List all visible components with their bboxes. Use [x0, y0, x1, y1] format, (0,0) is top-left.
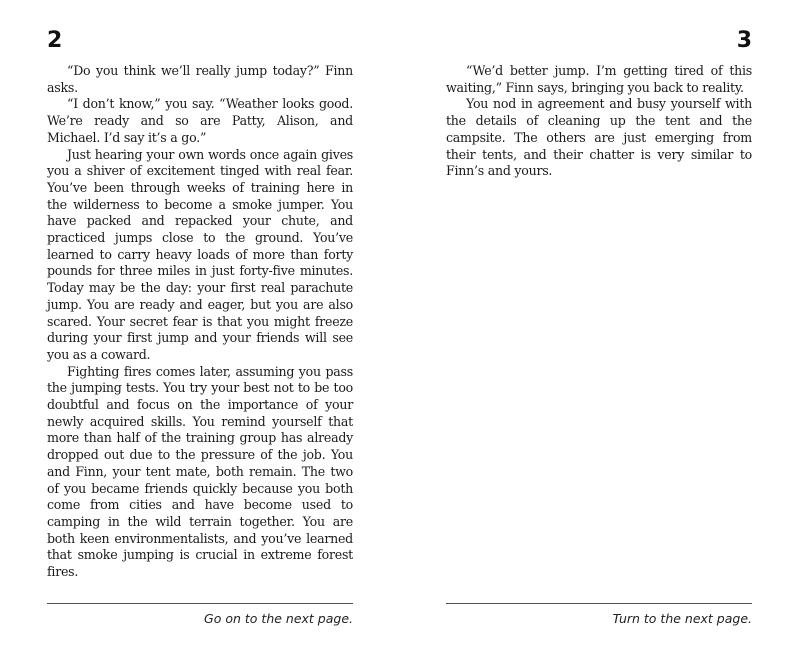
footer-note: Go on to the next page. [204, 611, 353, 626]
paragraph: Just hearing your own words once again gives you a shiver of excitement tinged with real fear. You’ve been through weeks of training here in the wilderness to become a smoke jumper. You have packed and repacked your chute, and practiced jumps close to the ground. You’ve learned to carry heavy loads of more than forty pounds for three miles in just forty-five minutes. Today may be the day: your first real parachute jump. You are ready and eager, but you are also scared. Your secret fear is that you might freeze during your first jump and your friends will see you as a coward. [47, 146, 353, 362]
paragraph: You nod in agreement and busy yourself with the details of cleaning up the tent and the campsite. The others are just emerging from their tents, and their chatter is very similar to Finn’s and yours. [446, 96, 752, 179]
page-number: 3 [736, 28, 752, 53]
paragraph: “I don’t know,” you say. “Weather looks good. We’re ready and so are Patty, Alison, and Michael. I’d say it’s a go.” [47, 96, 353, 145]
right-page [446, 0, 752, 657]
footer-divider [47, 603, 353, 604]
paragraph: Fighting fires comes later, assuming you pass the jumping tests. You try your best not to be too doubtful and focus on the importance of your newly acquired skills. You remind yourself that more than half of the training group has already dropped out due to the pressure of the job. You and Finn, your tent mate, both remain. The two of you became friends quickly because you both come from cities and have become used to camping in the wild terrain together. You are both keen environmentalists, and you’ve learned that smoke jumping is crucial in extreme forest fires. [47, 363, 353, 580]
footer-note: Turn to the next page. [612, 611, 752, 626]
page-body-text [47, 63, 353, 581]
page-body-text [446, 63, 752, 180]
page-number: 2 [47, 28, 63, 53]
footer-divider [446, 603, 752, 604]
paragraph: “Do you think we’ll really jump today?” Finn asks. [47, 63, 353, 95]
left-page [47, 0, 353, 657]
paragraph: “We’d better jump. I’m getting tired of this waiting,” Finn says, bringing you back to reality. [446, 63, 752, 95]
